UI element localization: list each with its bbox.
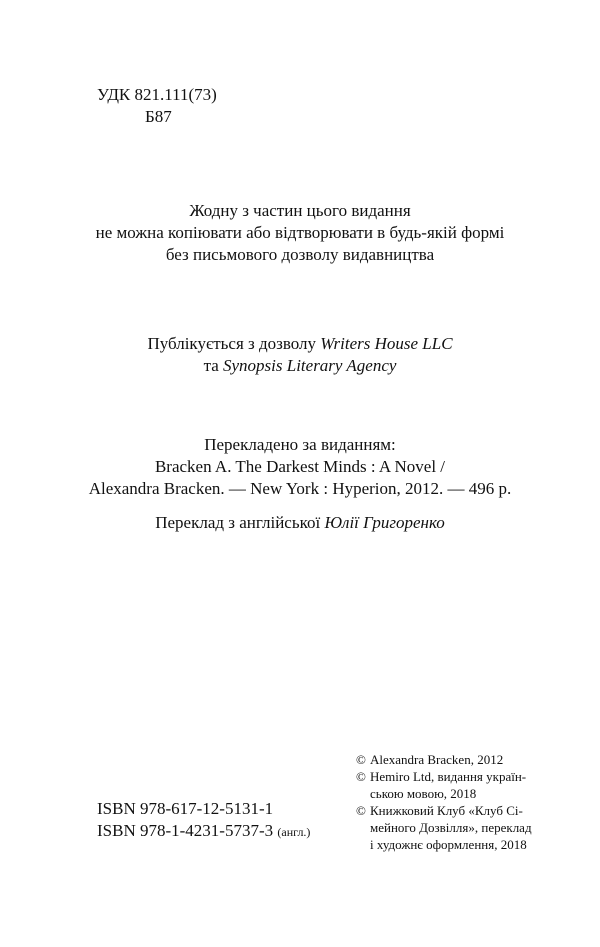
permission-prefix: Публікується з дозволу (147, 334, 317, 353)
isbn-english-row (97, 820, 310, 843)
copyright-line: Жодну з частин цього видання (189, 201, 411, 220)
permission-line-2 (80, 355, 520, 377)
udk-code: 821.111(73) (134, 85, 217, 104)
udk-row (97, 84, 217, 106)
source-edition-line: Alexandra Bracken. — New York : Hyperion, 2012. — 496 p. (88, 479, 512, 498)
translation-prefix: Переклад з англійської (155, 513, 321, 532)
copyright-line: не можна копіювати або відтворювати в будь-якій формі (95, 223, 505, 242)
permission-line-1 (80, 333, 520, 355)
rights-line: Alexandra Bracken, 2012 (370, 752, 504, 767)
copyright-symbol: © (356, 803, 366, 818)
rights-line: мейного Дозвілля», переклад (370, 820, 532, 835)
rights-item (356, 751, 566, 768)
copyright-line: без письмового дозволу видавництва (165, 245, 435, 264)
author-mark: Б87 (145, 107, 172, 126)
rights-line: і художнє оформлення, 2018 (370, 837, 527, 852)
translator-name: Юлії Григоренко (324, 513, 445, 532)
publication-permission (80, 333, 520, 377)
source-edition-line: Bracken A. The Darkest Minds : A Novel / (154, 457, 446, 476)
rights-line: Hemiro Ltd, видання україн- (370, 769, 527, 784)
isbn-language-note: (англ.) (277, 825, 311, 839)
translation-line (80, 512, 520, 534)
permission-conjunction: та (203, 356, 219, 375)
rights-item (356, 768, 566, 802)
rights-line: Книжковий Клуб «Клуб Сі- (370, 803, 523, 818)
isbn-block (97, 798, 310, 843)
copyright-symbol: © (356, 752, 366, 767)
rights-item (356, 802, 566, 853)
udk-label: УДК (97, 85, 131, 104)
agency-name: Writers House LLC (320, 334, 453, 353)
source-edition (80, 434, 520, 500)
translation-credit (80, 512, 520, 534)
source-edition-heading: Перекладено за виданням: (204, 435, 396, 454)
copyright-notice (80, 200, 520, 266)
rights-line: ською мовою, 2018 (370, 786, 477, 801)
isbn-english: ISBN 978-1-4231-5737-3 (97, 821, 274, 840)
copyright-symbol: © (356, 769, 366, 784)
agency-name: Synopsis Literary Agency (223, 356, 397, 375)
udk-block (97, 84, 217, 128)
isbn-ukrainian: ISBN 978-617-12-5131-1 (97, 799, 274, 818)
rights-block (356, 751, 566, 853)
